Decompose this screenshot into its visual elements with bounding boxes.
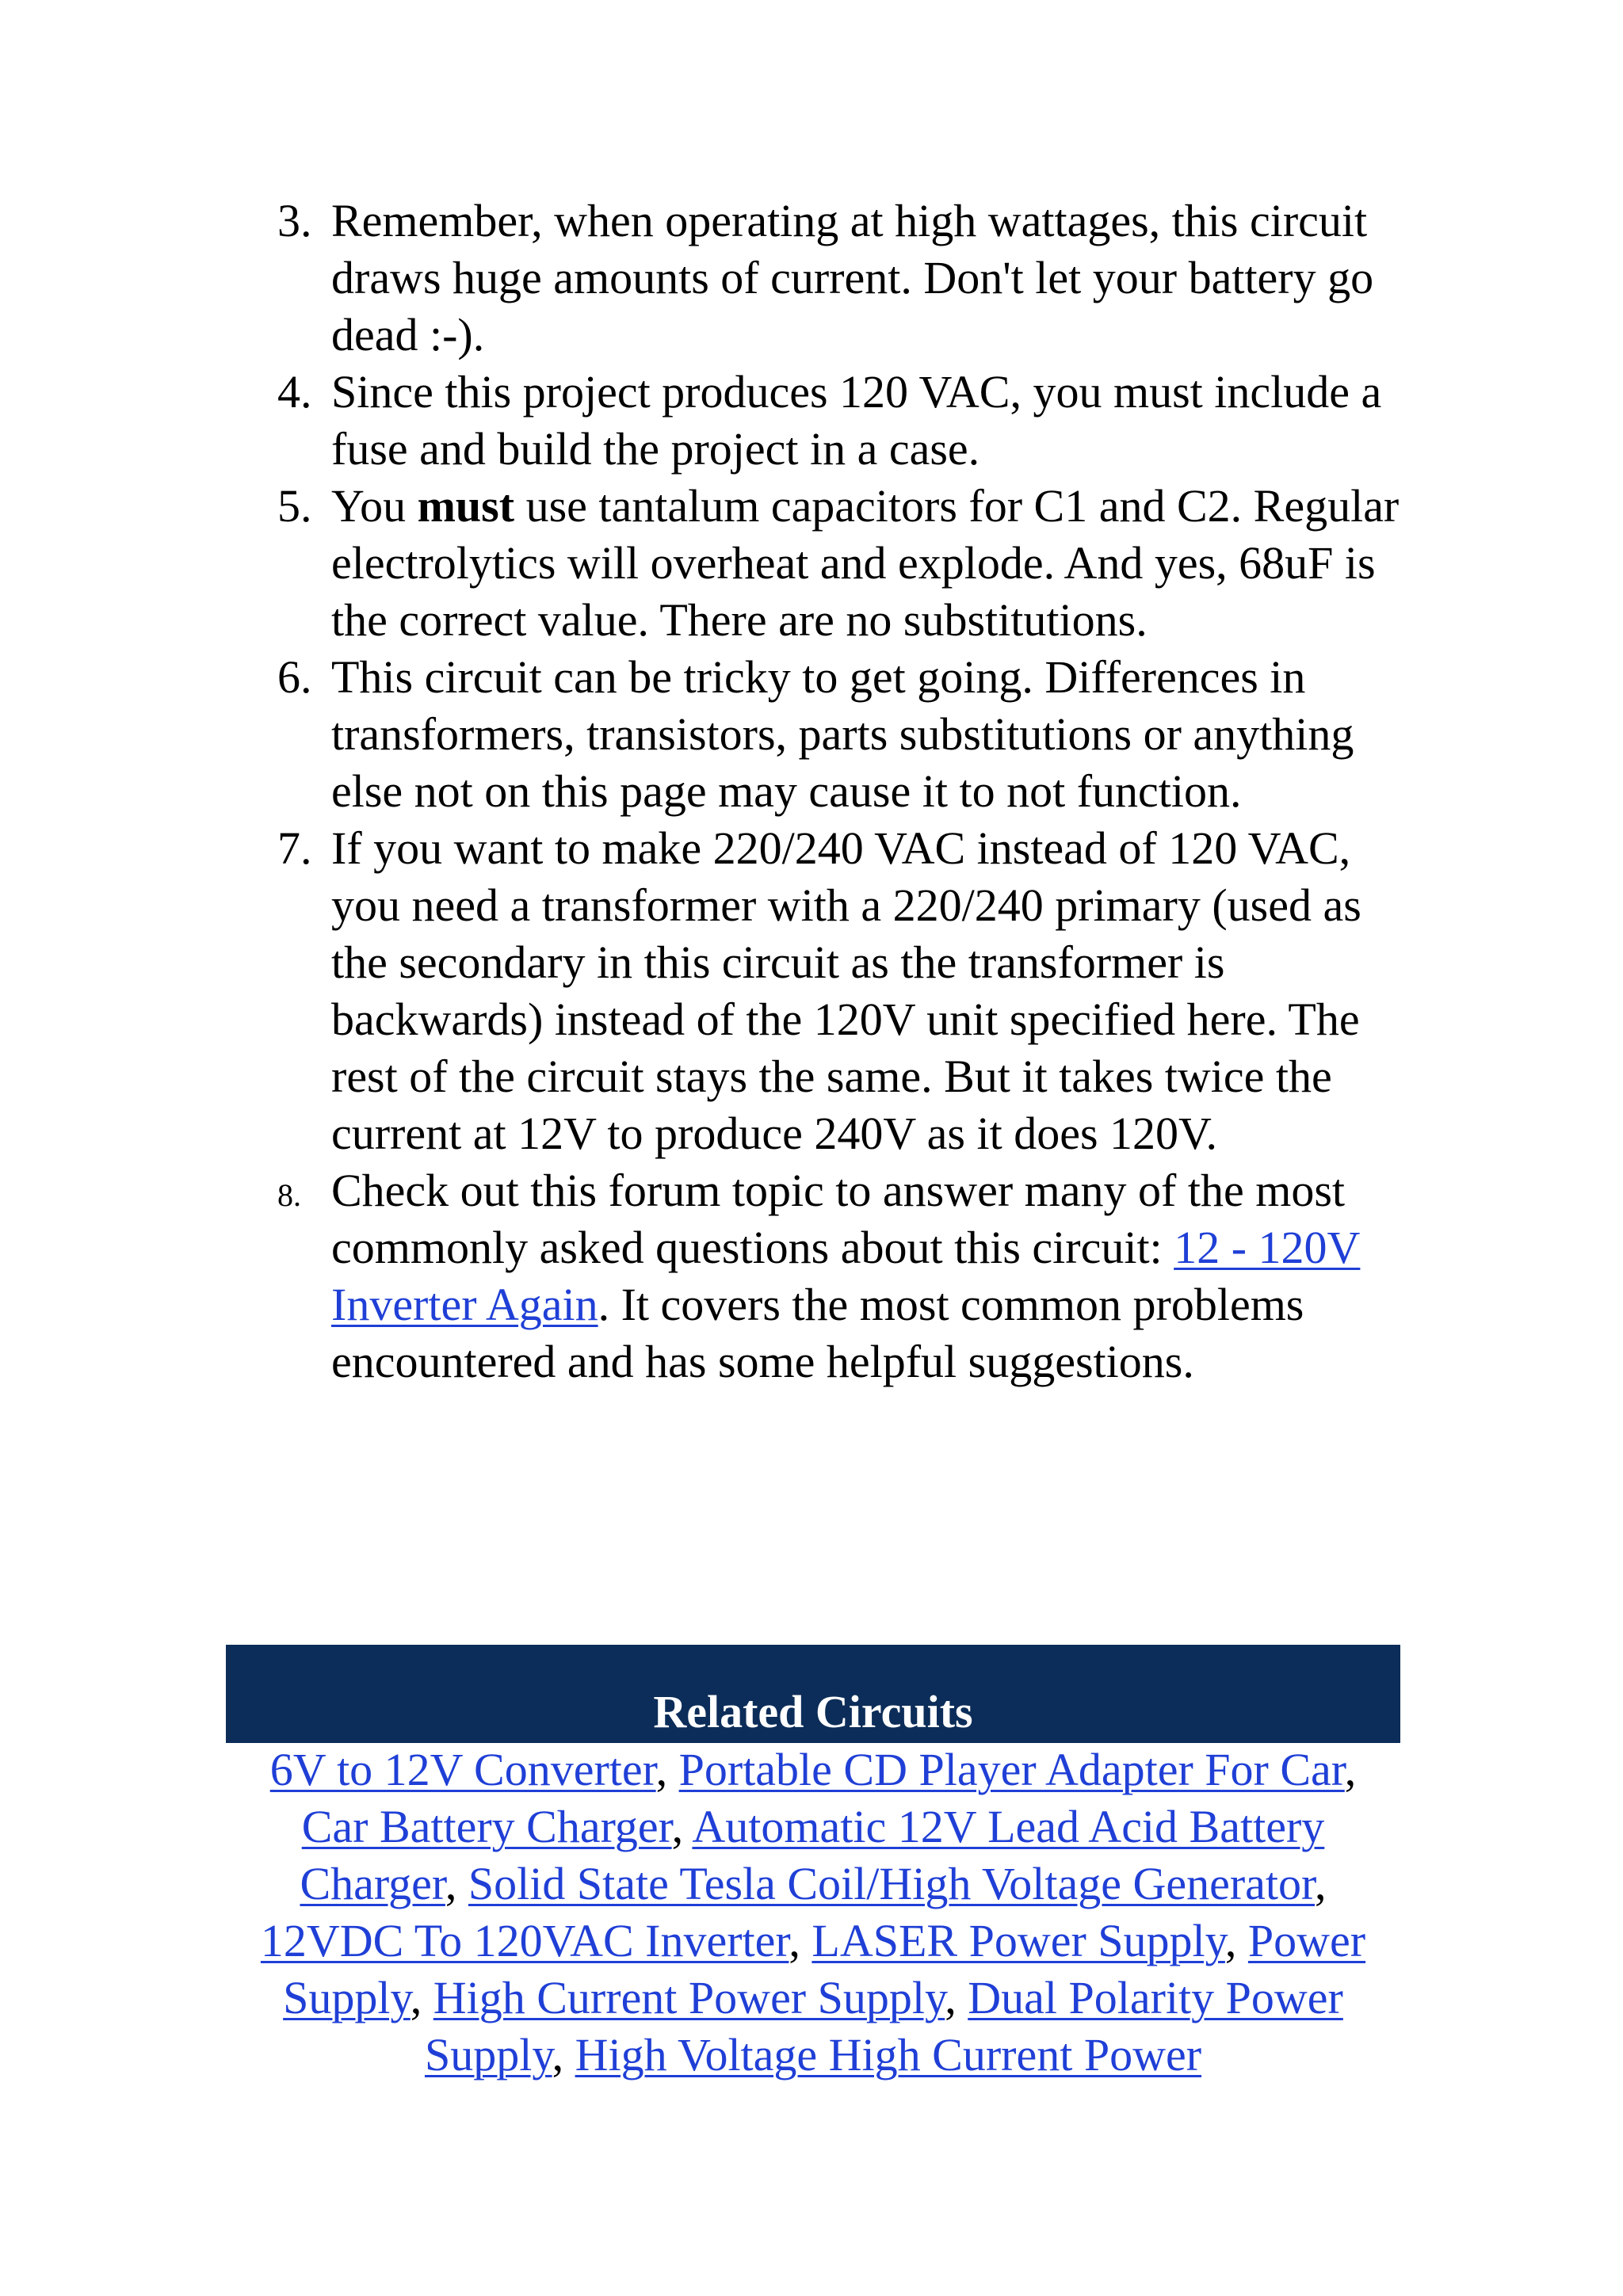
- note-text-segment: . It covers the most common problems encountered and has some helpful suggestions.: [331, 1279, 1304, 1387]
- related-circuit-link[interactable]: Dual Polarity Power Supply: [424, 1972, 1343, 2081]
- note-item: [277, 649, 1403, 820]
- note-text: [331, 480, 1399, 646]
- note-text-segment: Check out this forum topic to answer many of the most commonly asked questions about this circuit:: [331, 1165, 1346, 1273]
- link-separator: ,: [1315, 1858, 1327, 1909]
- related-circuit-link[interactable]: Portable CD Player Adapter For Car: [678, 1744, 1345, 1795]
- link-separator: ,: [671, 1801, 693, 1852]
- related-circuit-link[interactable]: Solid State Tesla Coil/High Voltage Generator: [468, 1858, 1316, 1909]
- note-text-segment: This circuit can be tricky to get going. Differences in transformers, transistors, parts substitutions or anything else not on this page may cause it to not function.: [331, 651, 1354, 817]
- note-text-segment: You: [331, 480, 418, 532]
- related-circuit-link[interactable]: 6V to 12V Converter: [269, 1744, 656, 1795]
- note-number: 7.: [277, 822, 312, 874]
- note-text: [331, 1165, 1360, 1387]
- note-text: [331, 366, 1381, 475]
- note-item: [277, 1162, 1403, 1390]
- note-text: [331, 822, 1361, 1159]
- related-circuit-link[interactable]: Car Battery Charger: [301, 1801, 672, 1852]
- note-item: [277, 820, 1403, 1162]
- note-text: [331, 195, 1373, 360]
- forum-topic-link[interactable]: 12 - 120V Inverter Again: [331, 1222, 1361, 1330]
- note-item: [277, 478, 1403, 649]
- note-text-segment: use tantalum capacitors for C1 and C2. Regular electrolytics will overheat and explode. And yes, 68uF is the correct value. There are no substitutions.: [331, 480, 1400, 646]
- link-separator: ,: [655, 1744, 679, 1795]
- note-item: [277, 364, 1403, 478]
- note-text-segment: Since this project produces 120 VAC, you must include a fuse and build the project in a case.: [331, 366, 1382, 475]
- link-separator: ,: [552, 2029, 575, 2081]
- link-separator: ,: [1344, 1744, 1357, 1795]
- note-number: 6.: [277, 651, 312, 703]
- link-separator: ,: [789, 1915, 812, 1966]
- notes-list: [277, 193, 1403, 1390]
- note-text: [331, 651, 1354, 817]
- note-number: 8.: [277, 1177, 301, 1213]
- note-item: [277, 193, 1403, 364]
- related-circuit-link[interactable]: High Current Power Supply: [433, 1972, 945, 2023]
- related-circuit-link[interactable]: Automatic 12V Lead Acid Battery Charger: [300, 1801, 1325, 1909]
- related-circuit-link[interactable]: Power Supply: [283, 1915, 1366, 2023]
- related-circuit-link[interactable]: LASER Power Supply: [812, 1915, 1225, 1966]
- related-circuit-link[interactable]: High Voltage High Current Power: [575, 2029, 1202, 2081]
- emphasis-text: must: [417, 480, 515, 532]
- related-circuits-title: Related Circuits: [226, 1645, 1400, 1743]
- link-separator: ,: [410, 1972, 433, 2023]
- related-circuits-section: [226, 1645, 1400, 2084]
- link-separator: ,: [1224, 1915, 1248, 1966]
- related-circuits-links: [226, 1741, 1400, 2084]
- link-separator: ,: [945, 1972, 968, 2023]
- note-text-segment: Remember, when operating at high wattages, this circuit draws huge amounts of current. Don't let your battery go dead :-).: [331, 195, 1374, 360]
- note-number: 4.: [277, 366, 312, 418]
- related-circuit-link[interactable]: 12VDC To 120VAC Inverter: [260, 1915, 789, 1966]
- note-text-segment: If you want to make 220/240 VAC instead of 120 VAC, you need a transformer with a 220/240 primary (used as the secondary in this circuit as the transformer is backwards) instead of the 120V unit specified here. The rest of the circuit stays the same. But it takes twice the current at 12V to produce 240V as it does 120V.: [331, 822, 1361, 1159]
- note-number: 3.: [277, 195, 312, 246]
- note-number: 5.: [277, 480, 312, 532]
- link-separator: ,: [445, 1858, 468, 1909]
